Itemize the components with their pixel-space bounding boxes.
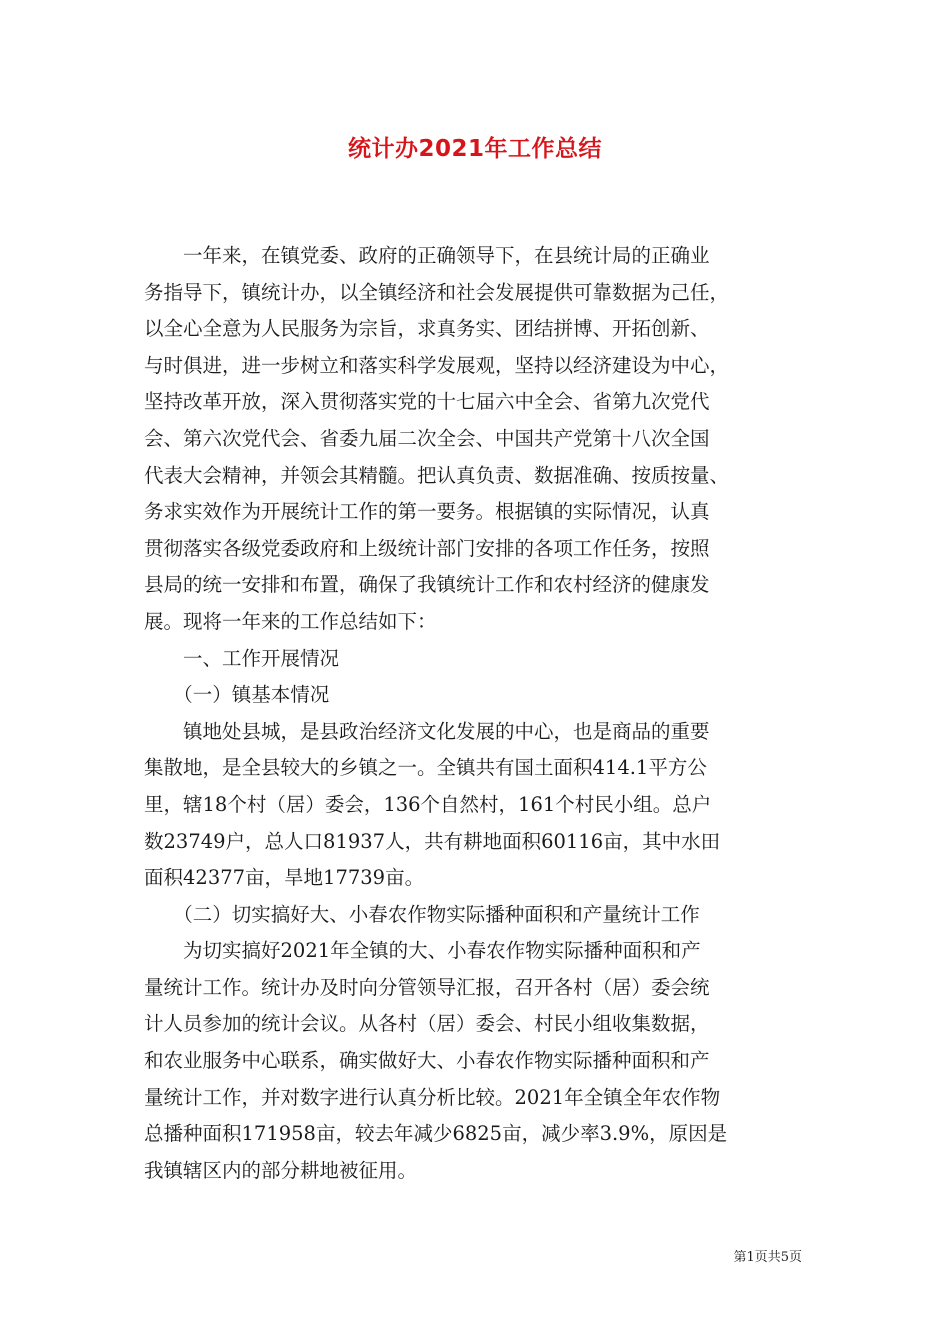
- body-line: 一年来，在镇党委、政府的正确领导下，在县统计局的正确业: [144, 244, 710, 267]
- body-line: 和农业服务中心联系，确实做好大、小春农作物实际播种面积和产: [144, 1049, 710, 1073]
- body-line: 总播种面积171958亩，较去年减少6825亩，减少率3.9%，原因是: [144, 1122, 728, 1146]
- document-title: 统计办2021年工作总结: [347, 136, 602, 162]
- body-line: 量统计工作，并对数字进行认真分析比较。2021年全镇全年农作物: [144, 1085, 721, 1109]
- body-line: 我镇辖区内的部分耕地被征用。: [144, 1158, 418, 1182]
- document-body: [144, 238, 812, 1189]
- body-line: 县局的统一安排和布置，确保了我镇统计工作和农村经济的健康发: [144, 573, 710, 597]
- body-line: 里，辖18个村（居）委会，136个自然村，161个村民小组。总户: [144, 792, 712, 816]
- body-line: 量统计工作。统计办及时向分管领导汇报，召开各村（居）委会统: [144, 975, 710, 999]
- subsection-heading: （一）镇基本情况: [144, 683, 330, 707]
- page-number-footer: 第1页共5页: [733, 1250, 802, 1265]
- body-line: 面积42377亩，旱地17739亩。: [144, 866, 425, 890]
- body-line: 务指导下，镇统计办，以全镇经济和社会发展提供可靠数据为己任，: [144, 280, 730, 304]
- body-line: 为切实搞好2021年全镇的大、小春农作物实际播种面积和产: [144, 939, 701, 963]
- section-heading: 一、工作开展情况: [144, 646, 340, 670]
- body-line: 以全心全意为人民服务为宗旨，求真务实、团结拼博、开拓创新、: [144, 317, 710, 341]
- body-line: 会、第六次党代会、省委九届二次全会、中国共产党第十八次全国: [144, 426, 710, 450]
- body-line: 代表大会精神，并领会其精髓。把认真负责、数据准确、按质按量、: [144, 463, 730, 487]
- body-line: 计人员参加的统计会议。从各村（居）委会、村民小组收集数据，: [144, 1012, 710, 1036]
- body-line: 与时俱进，进一步树立和落实科学发展观，坚持以经济建设为中心，: [144, 353, 730, 377]
- body-line: 数23749户，总人口81937人，共有耕地面积60116亩，其中水田: [144, 829, 721, 853]
- body-line: 展。现将一年来的工作总结如下：: [144, 609, 437, 633]
- body-line: 坚持改革开放，深入贯彻落实党的十七届六中全会、省第九次党代: [144, 390, 710, 414]
- body-line: 镇地处县城，是县政治经济文化发展的中心，也是商品的重要: [144, 719, 710, 743]
- subsection-heading: （二）切实搞好大、小春农作物实际播种面积和产量统计工作: [144, 902, 700, 926]
- body-line: 集散地，是全县较大的乡镇之一。全镇共有国土面积414.1平方公: [144, 756, 707, 780]
- body-line: 贯彻落实各级党委政府和上级统计部门安排的各项工作任务，按照: [144, 536, 710, 560]
- body-line: 务求实效作为开展统计工作的第一要务。根据镇的实际情况，认真: [144, 500, 710, 524]
